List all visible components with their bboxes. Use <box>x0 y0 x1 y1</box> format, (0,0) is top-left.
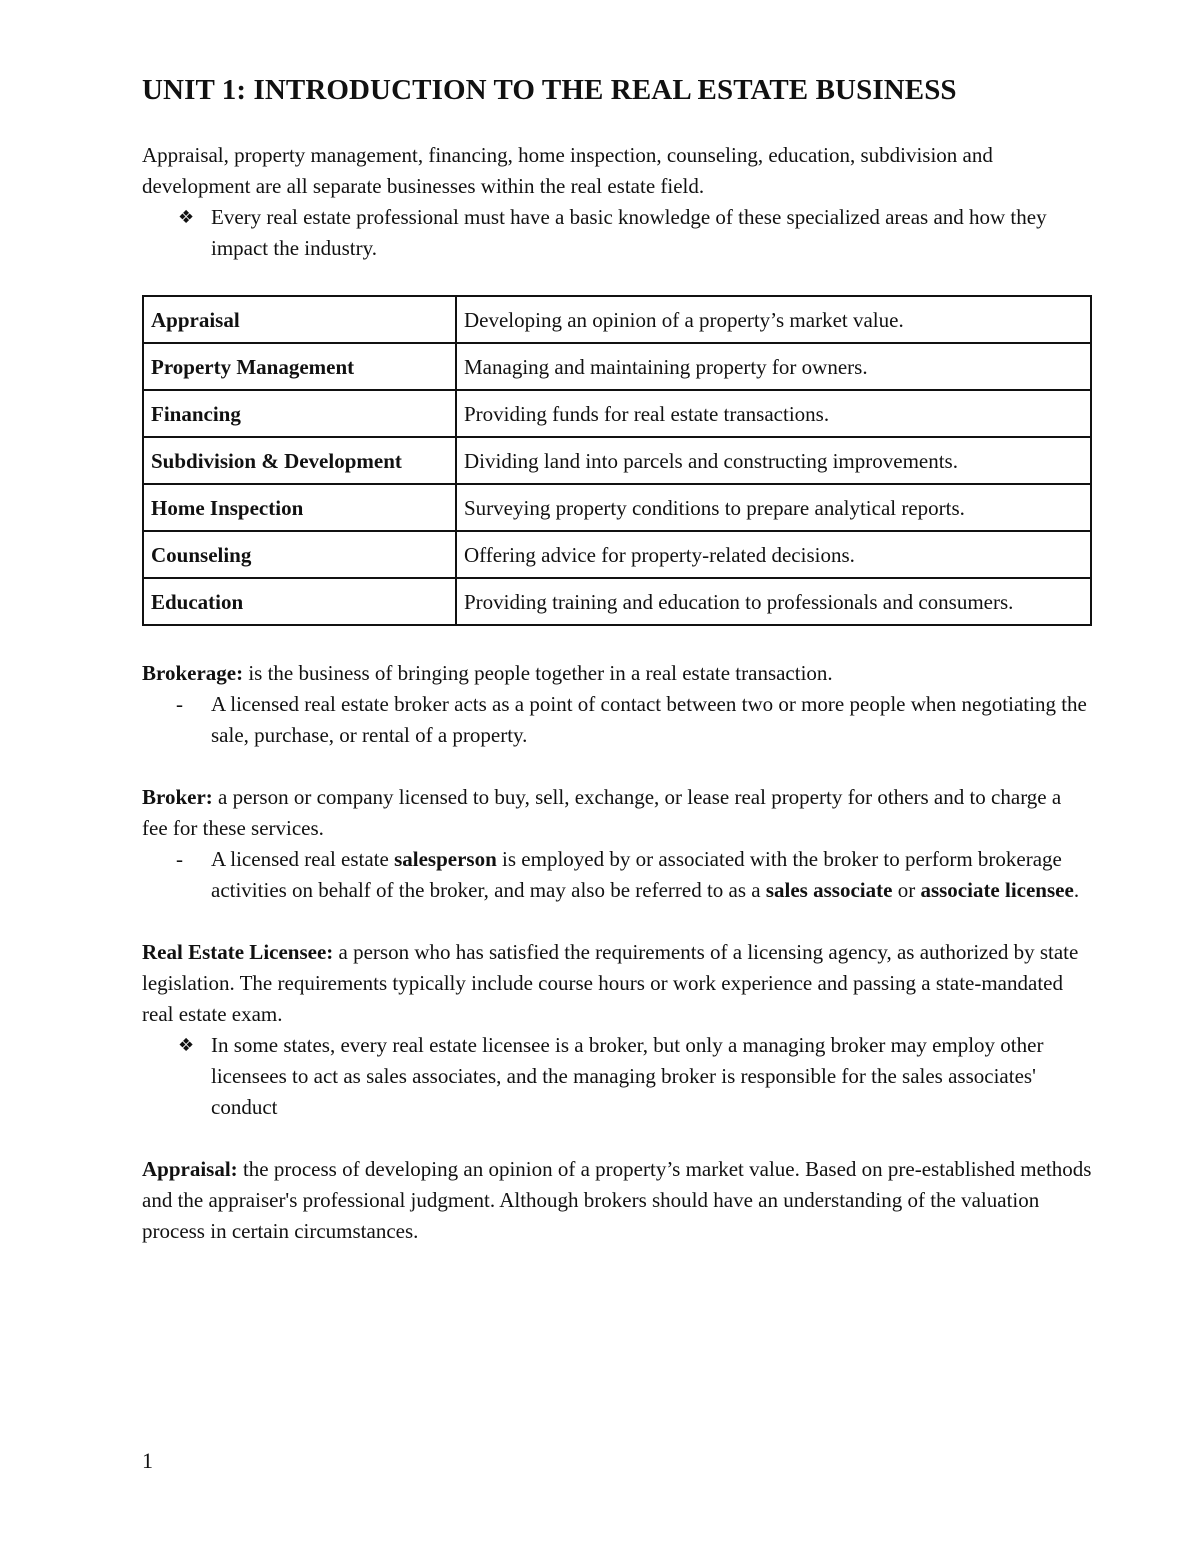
document-page <box>142 70 1092 1278</box>
table-definition-cell: Dividing land into parcels and constructing improvements. <box>456 437 1091 484</box>
table-row <box>143 296 1091 343</box>
licensee-bullet-list <box>142 1030 1092 1123</box>
broker-item-or: or <box>892 878 921 902</box>
broker-term: Broker: <box>142 785 213 809</box>
page-number: 1 <box>142 1448 153 1473</box>
brokerage-item-text: A licensed real estate broker acts as a point of contact between two or more people when negotiating the sale, purchase, or rental of a property. <box>211 692 1087 747</box>
table-definition-cell: Developing an opinion of a property’s market value. <box>456 296 1091 343</box>
table-term-cell: Education <box>143 578 456 625</box>
licensee-bullet-text: In some states, every real estate licensee is a broker, but only a managing broker may employ other licensees to act as sales associates, and the managing broker is responsible for the sales associates' conduct <box>211 1033 1044 1119</box>
dash-bullet-icon: - <box>176 692 183 716</box>
associate-licensee-term: associate licensee <box>920 878 1074 902</box>
table-definition-cell: Providing funds for real estate transactions. <box>456 390 1091 437</box>
brokerage-term: Brokerage: <box>142 661 244 685</box>
broker-list-item <box>142 844 1092 906</box>
broker-section <box>142 782 1092 906</box>
sales-associate-term: sales associate <box>765 878 893 902</box>
intro-bullet-list <box>142 202 1092 264</box>
table-row <box>143 390 1091 437</box>
broker-item-text <box>211 847 1079 902</box>
table-row <box>143 437 1091 484</box>
licensee-term: Real Estate Licensee: <box>142 940 334 964</box>
licensee-text: a person who has satisfied the requirements of a licensing agency, as authorized by state legislation. The requirements typically include course hours or work experience and passing a state-mandated real estate exam. <box>142 940 1079 1026</box>
broker-item-end: . <box>1073 878 1080 902</box>
licensee-bullet-item <box>142 1030 1092 1123</box>
appraisal-term: Appraisal: <box>142 1157 238 1181</box>
intro-bullet-item <box>142 202 1092 264</box>
diamond-bullet-icon: ❖ <box>178 1035 195 1056</box>
diamond-bullet-icon: ❖ <box>178 207 195 228</box>
table-row <box>143 343 1091 390</box>
appraisal-section <box>142 1154 1092 1247</box>
table-definition-cell: Surveying property conditions to prepare analytical reports. <box>456 484 1091 531</box>
table-term-cell: Counseling <box>143 531 456 578</box>
brokerage-list <box>142 689 1092 751</box>
table-definition-cell: Providing training and education to professionals and consumers. <box>456 578 1091 625</box>
salesperson-term: salesperson <box>394 847 497 871</box>
brokerage-section <box>142 658 1092 751</box>
broker-text: a person or company licensed to buy, sell, exchange, or lease real property for others and to charge a fee for these services. <box>142 785 1062 840</box>
table-row <box>143 484 1091 531</box>
table-term-cell: Appraisal <box>143 296 456 343</box>
table-term-cell: Subdivision & Development <box>143 437 456 484</box>
brokerage-definition <box>142 658 1092 689</box>
table-term-cell: Home Inspection <box>143 484 456 531</box>
page-title: UNIT 1: INTRODUCTION TO THE REAL ESTATE BUSINESS <box>142 74 957 106</box>
intro-paragraph: Appraisal, property management, financing, home inspection, counseling, education, subdivision and development are all separate businesses within the real estate field. <box>142 143 993 198</box>
broker-list <box>142 844 1092 906</box>
intro-bullet-text: Every real estate professional must have a basic knowledge of these specialized areas and how they impact the industry. <box>211 205 1047 260</box>
appraisal-definition <box>142 1154 1092 1247</box>
table-row <box>143 531 1091 578</box>
table-definition-cell: Managing and maintaining property for owners. <box>456 343 1091 390</box>
table-definition-cell: Offering advice for property-related decisions. <box>456 531 1091 578</box>
broker-item-middle: is employed by or associated with the broker to perform brokerage activities on behalf of the broker, and may also be referred to as a <box>211 847 1062 902</box>
licensee-section <box>142 937 1092 1123</box>
table-term-cell: Property Management <box>143 343 456 390</box>
table-term-cell: Financing <box>143 390 456 437</box>
broker-definition <box>142 782 1092 844</box>
specialized-areas-table <box>142 295 1092 626</box>
brokerage-list-item <box>142 689 1092 751</box>
table-row <box>143 578 1091 625</box>
licensee-definition <box>142 937 1092 1030</box>
dash-bullet-icon: - <box>176 847 183 871</box>
intro-section <box>142 140 1092 264</box>
broker-item-prefix: A licensed real estate <box>211 847 395 871</box>
brokerage-text: is the business of bringing people together in a real estate transaction. <box>243 661 833 685</box>
appraisal-text: the process of developing an opinion of a property’s market value. Based on pre-established methods and the appraiser's professional judgment. Although brokers should have an understanding of the valuation process in certain circumstances. <box>142 1157 1092 1243</box>
